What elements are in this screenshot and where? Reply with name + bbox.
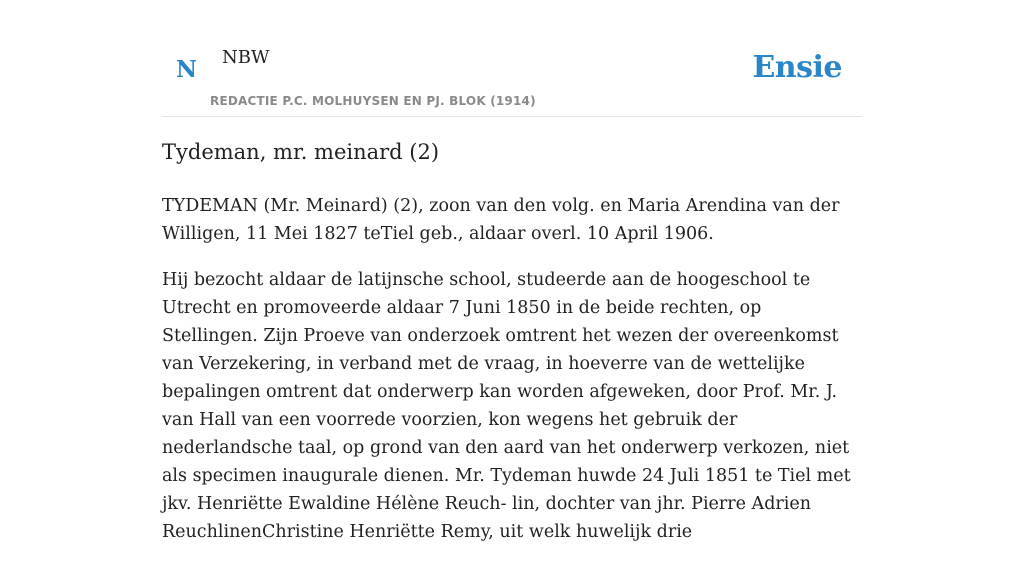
article-body [162,192,862,564]
article-paragraph: TYDEMAN (Mr. Meinard) (2), zoon van den volg. en Maria Arendina van der Willigen, 11 Mei 1827 teTiel geb., aldaar overl. 10 April 1906. [162,196,840,244]
source-title[interactable]: NBW [222,47,270,68]
article-paragraph: Hij bezocht aldaar de latijnsche school, studeerde aan de hoogeschool te Utrecht en promoveerde aldaar 7 Juni 1850 in de beide rechten, op Stellingen. Zijn Proeve van onderzoek omtrent het wezen der overeenkomst van Verzekering, in verband met de vraag, in hoeverre van de wettelijke bepalingen omtrent dat onderwerp kan worden afgeweken, door Prof. Mr. J. van Hall van een voorrede voorzien, kon wegens het gebruik der nederlandsche taal, op grond van den aard van het onderwerp verkozen, niet als specimen inaugurale dienen. Mr. Tydeman huwde 24 Juli 1851 te Tiel met jkv. Henriëtte Ewaldine Hélène Reuch- lin, dochter van jhr. Pierre Adrien ReuchlinenChristine Henriëtte Remy, uit welk huwelijk drie [162,270,851,542]
brand-logo-link[interactable]: Ensie [752,50,842,85]
source-logo[interactable]: N [176,56,198,83]
source-subtitle: REDACTIE P.C. MOLHUYSEN EN PJ. BLOK (1914) [210,94,536,108]
article-title: Tydeman, mr. meinard (2) [162,140,440,164]
source-header [162,0,862,117]
